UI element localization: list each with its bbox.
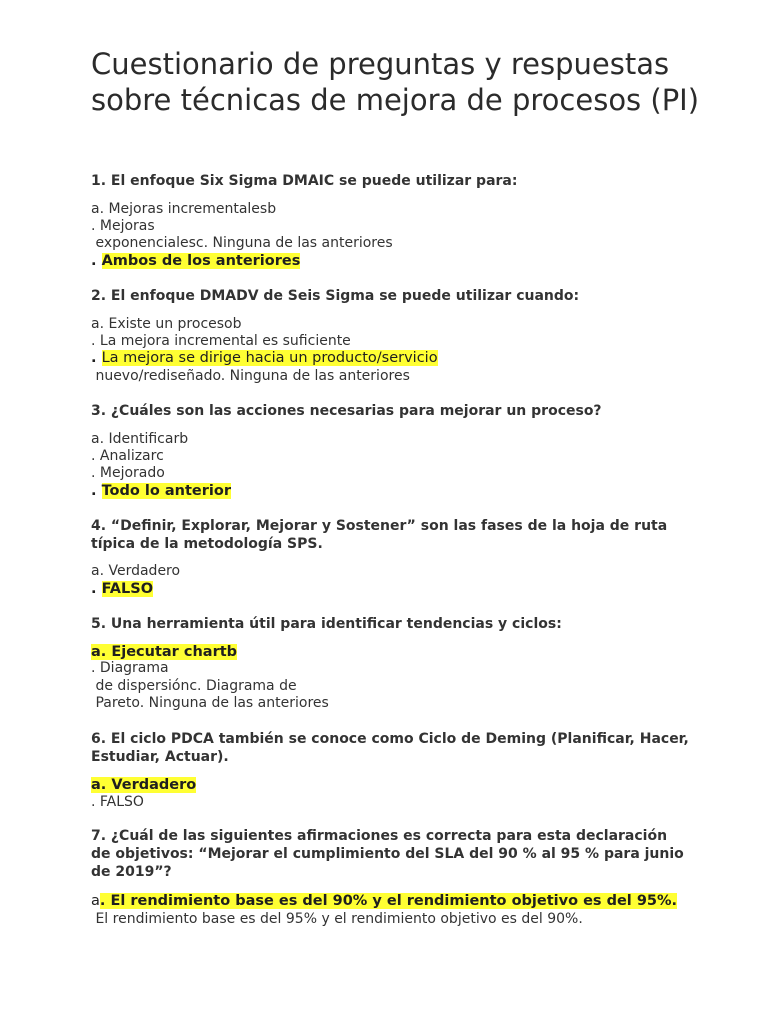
q3-answer-prefix: . xyxy=(91,483,102,499)
question-3: 3. ¿Cuáles son las acciones necesarias para mejorar un proceso? xyxy=(91,403,602,419)
q2-answer-prefix: . xyxy=(91,350,102,366)
q6-option-line-1: . FALSO xyxy=(91,794,144,810)
q4-option-line-1: a. Verdadero xyxy=(91,563,181,579)
q2-answer xyxy=(91,349,731,367)
q5-option-line-3: Pareto. Ninguna de las anteriores xyxy=(91,695,329,711)
q5-option-line-2: de dispersiónc. Diagrama de xyxy=(91,678,297,694)
q4-answer xyxy=(91,580,731,598)
q1-answer xyxy=(91,252,731,270)
q3-option-line-3: . Mejorado xyxy=(91,465,165,481)
q1-option-line-2: . Mejoras xyxy=(91,218,155,234)
q7-answer xyxy=(91,892,731,910)
q7-option-line-1: El rendimiento base es del 95% y el rendimiento objetivo es del 90%. xyxy=(91,911,583,927)
question-6: 6. El ciclo PDCA también se conoce como Ciclo de Deming (Planificar, Hacer, Estudiar, Actuar). xyxy=(91,731,689,765)
q4-answer-prefix: . xyxy=(91,581,102,597)
question-2: 2. El enfoque DMADV de Seis Sigma se puede utilizar cuando: xyxy=(91,288,580,304)
q1-option-line-1: a. Mejoras incrementalesb xyxy=(91,201,277,217)
q5-answer-highlight: a. Ejecutar chartb xyxy=(91,644,238,660)
q1-option-line-3: exponencialesc. Ninguna de las anteriores xyxy=(91,235,393,251)
q2-answer-highlight: La mejora se dirige hacia un producto/servicio xyxy=(101,350,438,366)
q2-option-line-3: nuevo/rediseñado. Ninguna de las anteriores xyxy=(91,368,410,384)
question-5: 5. Una herramienta útil para identificar tendencias y ciclos: xyxy=(91,616,562,632)
q1-answer-prefix: . xyxy=(91,253,102,269)
q7-answer-highlight: . El rendimiento base es del 90% y el rendimiento objetivo es del 95%. xyxy=(99,893,678,909)
q5-option-line-1: . Diagrama xyxy=(91,660,169,676)
q2-option-line-2: . La mejora incremental es suficiente xyxy=(91,333,351,349)
question-4: 4. “Definir, Explorar, Mejorar y Sostener” son las fases de la hoja de ruta típica de la metodología SPS. xyxy=(91,518,668,552)
q6-answer-highlight: a. Verdadero xyxy=(91,777,197,793)
q3-answer-highlight: Todo lo anterior xyxy=(101,483,231,499)
page-title: Cuestionario de preguntas y respuestas sobre técnicas de mejora de procesos (PI) xyxy=(91,47,700,117)
q3-option-line-1: a. Identificarb xyxy=(91,431,189,447)
q2-option-line-1: a. Existe un procesob xyxy=(91,316,242,332)
q5-answer xyxy=(91,643,731,661)
q3-option-line-2: . Analizarc xyxy=(91,448,164,464)
q7-answer-prefix: a xyxy=(91,893,100,909)
q4-answer-highlight: FALSO xyxy=(101,581,154,597)
q3-answer xyxy=(91,482,731,500)
q6-answer xyxy=(91,776,731,794)
q1-answer-highlight: Ambos de los anteriores xyxy=(101,253,301,269)
question-1: 1. El enfoque Six Sigma DMAIC se puede utilizar para: xyxy=(91,173,518,189)
question-7: 7. ¿Cuál de las siguientes afirmaciones es correcta para esta declaración de objetivos: “Mejorar el cumplimiento del SLA del 90 % al 95 % para junio de 2019”? xyxy=(91,828,684,880)
